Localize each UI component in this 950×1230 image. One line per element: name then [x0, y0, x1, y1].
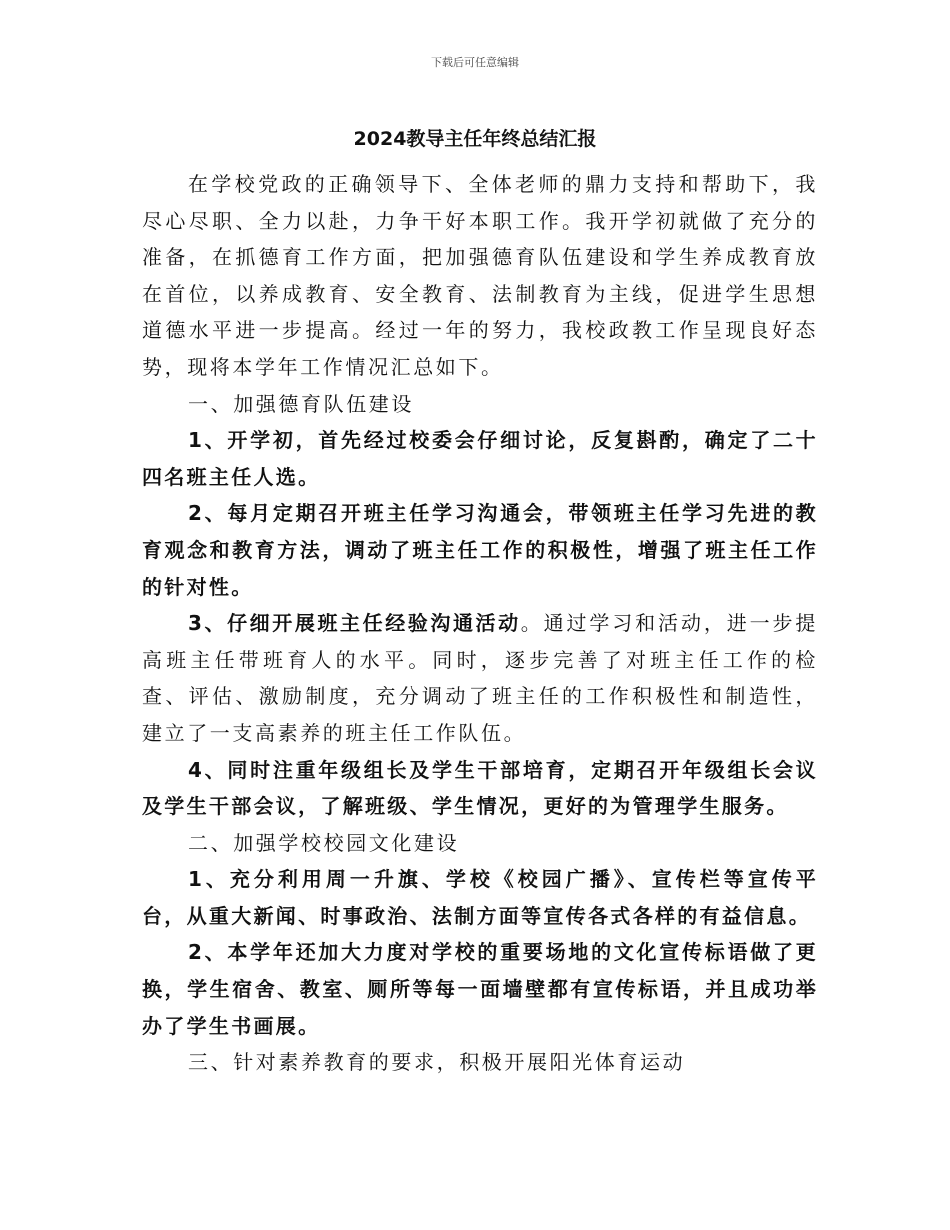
- section-1-item-4: 4、同时注重年级组长及学生干部培育，定期召开年级组长会议及学生干部会议，了解班级、学生情况，更好的为管理学生服务。: [142, 757, 818, 819]
- section-2-item-2: 2、本学年还加大力度对学校的重要场地的文化宣传标语做了更换，学生宿舍、教室、厕所等每一面墙壁都有宣传标语，并且成功举办了学生书画展。: [142, 940, 818, 1038]
- intro-paragraph: 在学校党政的正确领导下、全体老师的鼎力支持和帮助下，我尽心尽职、全力以赴，力争干好本职工作。我开学初就做了充分的准备，在抓德育工作方面，把加强德育队伍建设和学生养成教育放在首位，以养成教育、安全教育、法制教育为主线，促进学生思想道德水平进一步提高。经过一年的努力，我校政教工作呈现良好态势，现将本学年工作情况汇总如下。: [142, 172, 818, 379]
- section-1-heading: 一、加强德育队伍建设: [188, 391, 414, 416]
- section-3-heading: 三、针对素养教育的要求，积极开展阳光体育运动: [188, 1050, 686, 1075]
- section-2-item-1: 1、充分利用周一升旗、学校《校园广播》、宣传栏等宣传平台，从重大新闻、时事政治、法制方面等宣传各式各样的有益信息。: [142, 867, 818, 928]
- section-2-heading: 二、加强学校校园文化建设: [188, 830, 460, 855]
- page-header-note: 下载后可任意编辑: [431, 56, 519, 69]
- document-title: 2024教导主任年终总结汇报: [353, 128, 597, 150]
- section-1-item-3-lead: 3、仔细开展班主任经验沟通活动: [188, 611, 521, 636]
- section-1-item-2: 2、每月定期召开班主任学习沟通会，带领班主任学习先进的教育观念和教育方法，调动了班主任工作的积极性，增强了班主任工作的针对性。: [142, 501, 818, 599]
- section-1-item-3: [142, 605, 818, 751]
- section-1-item-1: 1、开学初，首先经过校委会仔细讨论，反复斟酌，确定了二十四名班主任人选。: [142, 428, 818, 489]
- section-1-item-3-body: 。通过学习和活动，进一步提高班主任带班育人的水平。同时，逐步完善了对班主任工作的检查、评估、激励制度，充分调动了班主任的工作积极性和制造性，建立了一支高素养的班主任工作队伍。: [142, 611, 818, 745]
- document-body: [142, 166, 818, 1081]
